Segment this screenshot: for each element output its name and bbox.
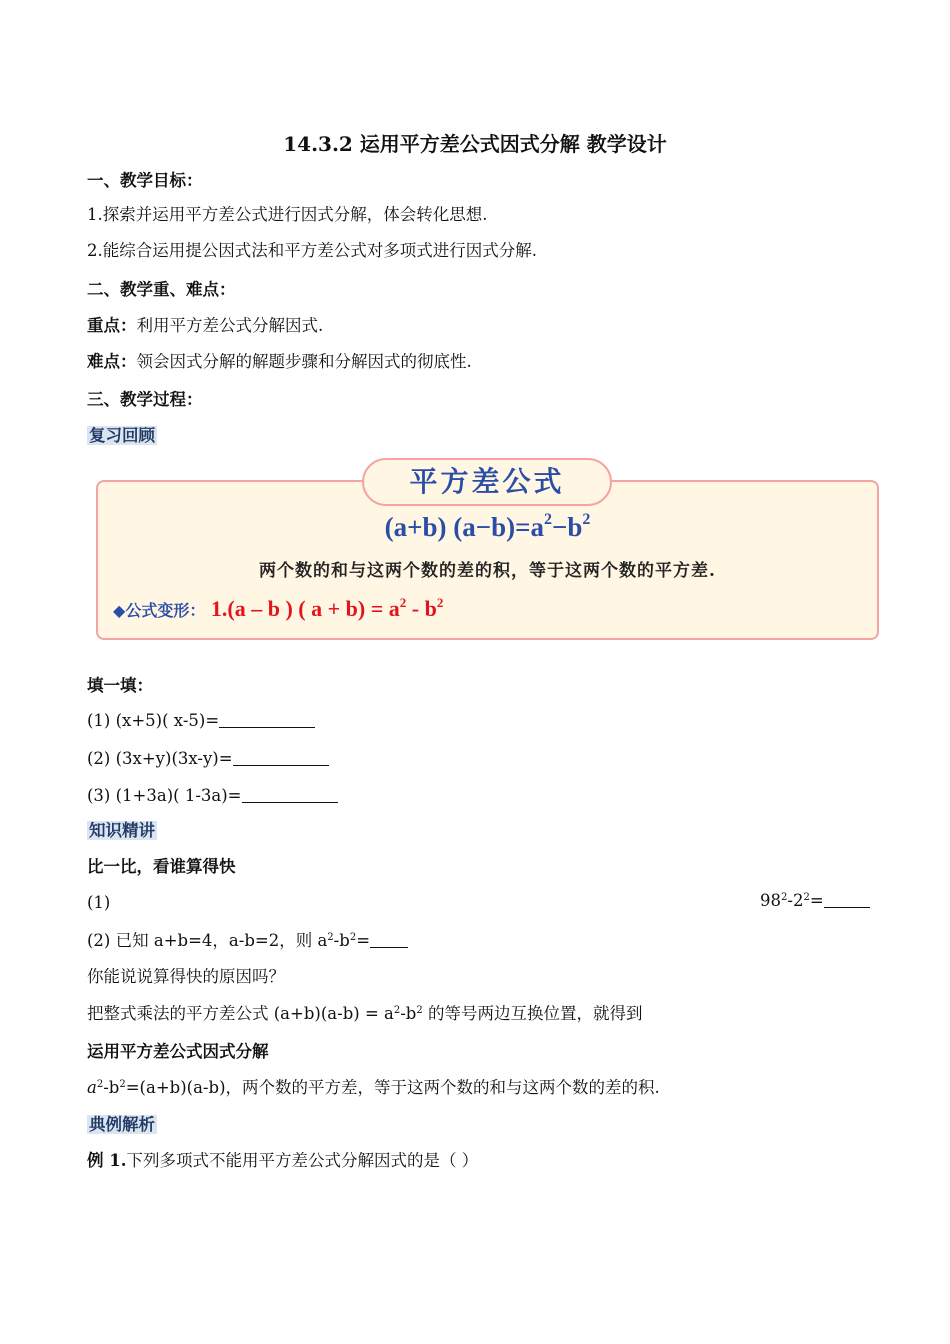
compare-q2-blank[interactable] xyxy=(370,932,408,948)
difficult-label: 难点： xyxy=(87,352,137,371)
transfer-a: 把整式乘法的平方差公式 (a+b)(a-b) = a xyxy=(87,1004,394,1023)
variant-label: 公式变形： xyxy=(125,601,206,620)
method-heading: 运用平方差公式因式分解 xyxy=(87,1042,269,1061)
page-title: 14.3.2 运用平方差公式因式分解 教学设计 xyxy=(283,132,667,156)
fill-q3-blank[interactable] xyxy=(242,787,338,803)
keypoints-heading: 二、教学重、难点： xyxy=(87,280,236,299)
method-b: -b xyxy=(103,1078,120,1097)
variant-expression xyxy=(211,596,443,621)
formula-description: 两个数的和与这两个数的差的积，等于这两个数的平方差. xyxy=(259,561,716,581)
compare-question: 你能说说算得快的原因吗？ xyxy=(87,967,285,986)
examples-tag-row xyxy=(87,1114,157,1136)
transfer-sentence xyxy=(87,1003,643,1025)
method-exp-2: 2 xyxy=(119,1079,126,1090)
key-text: 利用平方差公式分解因式. xyxy=(136,316,324,335)
review-tag: 复习回顾 xyxy=(89,426,155,445)
fill-heading: 填一填： xyxy=(87,676,153,695)
formula-variant xyxy=(113,596,443,622)
formula-eq: =a xyxy=(515,512,544,542)
difficult-text: 领会因式分解的解题步骤和分解因式的彻底性. xyxy=(136,352,472,371)
q1-base: 98 xyxy=(760,891,781,910)
difficult-point xyxy=(87,351,472,373)
examples-tag: 典例解析 xyxy=(89,1115,155,1134)
transfer-b: -b xyxy=(400,1004,417,1023)
method-exp-1: 2 xyxy=(96,1079,104,1090)
key-label: 重点： xyxy=(87,316,137,335)
q1-exp-1: 2 xyxy=(781,892,788,903)
fill-q2-text: (2) (3x+y)(3x-y)= xyxy=(87,749,233,768)
variant-exp-2: 2 xyxy=(436,595,444,610)
goals-heading: 一、教学目标： xyxy=(87,171,203,190)
fill-q2 xyxy=(87,748,329,770)
compare-q1-label: (1) xyxy=(87,893,111,912)
example-text: 下列多项式不能用平方差公式分解因式的是（ ） xyxy=(126,1151,479,1170)
example-1 xyxy=(87,1150,478,1172)
formula-box-title: 平方差公式 xyxy=(362,458,612,506)
transfer-c: 的等号两边互换位置，就得到 xyxy=(422,1004,643,1023)
method-c: =(a+b)(a-b)，两个数的平方差，等于这两个数的和与这两个数的差的积. xyxy=(125,1078,660,1097)
transfer-exp-1: 2 xyxy=(393,1005,401,1016)
q2-exp-2: 2 xyxy=(349,932,357,943)
formula-exp-2: 2 xyxy=(582,511,591,528)
diamond-icon: ◆ xyxy=(113,601,126,620)
q1-mid: -2 xyxy=(787,891,804,910)
formula-exp-1: 2 xyxy=(544,511,552,528)
review-tag-row xyxy=(87,425,157,447)
goal-1: 1.探索并运用平方差公式进行因式分解，体会转化思想. xyxy=(87,205,488,224)
fill-q1-text: (1) (x+5)( x-5)= xyxy=(87,711,220,730)
compare-q1-blank[interactable] xyxy=(824,892,870,908)
variant-expr-a: 1.(a – b ) ( a + b) = a xyxy=(210,596,400,621)
fill-q3 xyxy=(87,785,338,807)
compare-q1-expression xyxy=(760,890,870,912)
q2-tail: = xyxy=(356,931,371,950)
fill-q3-text: (3) (1+3a)( 1-3a)= xyxy=(87,786,242,805)
q1-exp-2: 2 xyxy=(803,892,810,903)
q2-mid: -b xyxy=(333,931,350,950)
formula-part-b: (a−b) xyxy=(453,512,516,542)
q1-tail: = xyxy=(809,891,824,910)
knowledge-tag-row xyxy=(87,820,157,842)
fill-q2-blank[interactable] xyxy=(233,750,329,766)
key-point xyxy=(87,315,323,337)
method-formula xyxy=(87,1077,660,1099)
fill-q1 xyxy=(87,710,315,732)
example-label: 例 1. xyxy=(87,1151,127,1170)
fill-q1-blank[interactable] xyxy=(219,712,315,728)
process-heading: 三、教学过程： xyxy=(87,390,203,409)
variant-expr-b: - b xyxy=(406,596,437,621)
variant-exp-1: 2 xyxy=(399,595,407,610)
knowledge-tag: 知识精讲 xyxy=(89,821,155,840)
formula-minus: −b xyxy=(552,512,583,542)
transfer-exp-2: 2 xyxy=(416,1005,423,1016)
method-a: a xyxy=(87,1078,97,1097)
q2-text: (2) 已知 a+b=4，a-b=2，则 a xyxy=(87,931,328,950)
compare-heading: 比一比，看谁算得快 xyxy=(87,857,236,876)
goal-2: 2.能综合运用提公因式法和平方差公式对多项式进行因式分解. xyxy=(87,241,537,260)
q2-exp-1: 2 xyxy=(327,932,334,943)
compare-q2 xyxy=(87,930,408,952)
formula-main xyxy=(96,512,879,543)
formula-part-a: (a+b) xyxy=(384,512,447,542)
